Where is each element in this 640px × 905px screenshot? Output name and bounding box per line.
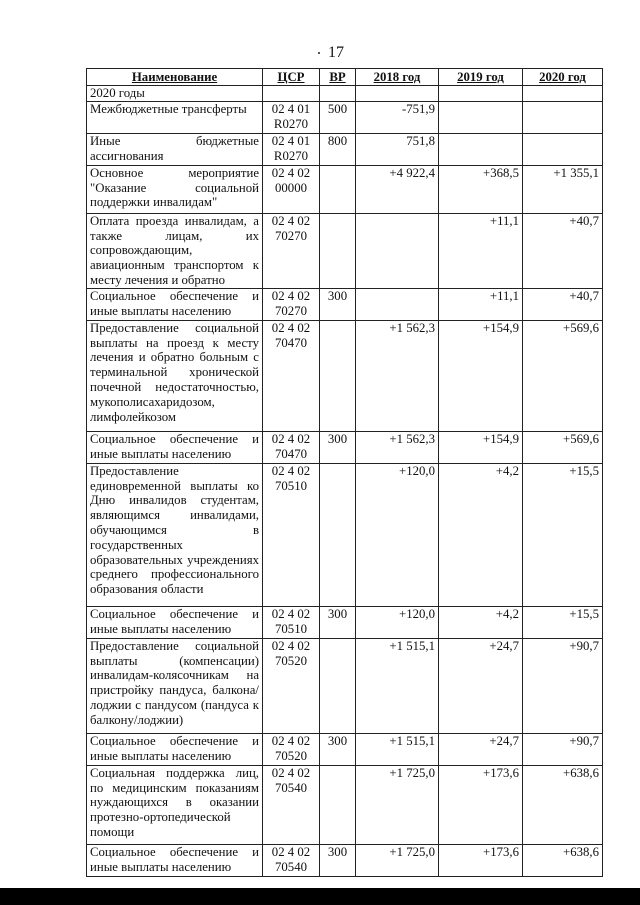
cell-vr — [320, 165, 356, 213]
cell-year-2018 — [356, 213, 439, 288]
cell-csr: 02 4 01 R0270 — [263, 101, 320, 133]
cell-year-2019: +4,2 — [439, 606, 523, 638]
cell-year-2020: +40,7 — [523, 288, 603, 320]
cell-year-2019 — [439, 101, 523, 133]
cell-vr — [320, 320, 356, 431]
cell-csr: 02 4 02 70520 — [263, 733, 320, 765]
cell-year-2020: +15,5 — [523, 463, 603, 606]
cell-csr: 02 4 02 70510 — [263, 463, 320, 606]
cell-vr: 300 — [320, 606, 356, 638]
cell-year-2018: +120,0 — [356, 606, 439, 638]
scan-speck — [318, 52, 320, 54]
table-row — [87, 638, 603, 733]
cell-name: Основное мероприятие "Оказание социальной поддержки инвалидам" — [87, 165, 263, 213]
cell-name: Предоставление единовременной выплаты ко Дню инвалидов студентам, являющимся инвалидами, обучающимся в государственных образовательных учреждениях среднего профессионального образования области — [87, 463, 263, 606]
cell-csr: 02 4 02 70540 — [263, 765, 320, 844]
budget-table-wrapper — [86, 68, 602, 877]
cell-year-2020: +569,6 — [523, 431, 603, 463]
continuation-text: 2020 годы — [87, 86, 263, 102]
cell-csr: 02 4 02 70540 — [263, 844, 320, 876]
table-row — [87, 133, 603, 165]
cell-year-2019: +11,1 — [439, 213, 523, 288]
cell-name: Социальное обеспечение и иные выплаты населению — [87, 431, 263, 463]
cell-year-2020: +638,6 — [523, 844, 603, 876]
cell-name: Социальное обеспечение и иные выплаты населению — [87, 733, 263, 765]
cell-year-2020 — [523, 133, 603, 165]
cell-year-2020: +1 355,1 — [523, 165, 603, 213]
cell-name: Предоставление социальной выплаты на проезд к месту лечения и обратно больным с терминальной хронической почечной недостаточностью, мукополисахаридозом, лимфолейкозом — [87, 320, 263, 431]
cell-csr: 02 4 02 70470 — [263, 320, 320, 431]
cell-name: Социальное обеспечение и иные выплаты населению — [87, 288, 263, 320]
cell-year-2019: +24,7 — [439, 638, 523, 733]
cell-name: Оплата проезда инвалидам, а также лицам, их сопровождающим, авиационным транспортом к месту лечения и обратно — [87, 213, 263, 288]
page-number: 17 — [328, 44, 344, 61]
cell-year-2018: +1 562,3 — [356, 320, 439, 431]
cell-year-2018: 751,8 — [356, 133, 439, 165]
table-row — [87, 165, 603, 213]
cell-vr: 300 — [320, 733, 356, 765]
cell-year-2018: +120,0 — [356, 463, 439, 606]
cell-year-2018: +1 515,1 — [356, 638, 439, 733]
cell-year-2019: +173,6 — [439, 765, 523, 844]
cell-name: Социальное обеспечение и иные выплаты населению — [87, 606, 263, 638]
table-body — [87, 86, 603, 877]
cell-year-2018: +1 515,1 — [356, 733, 439, 765]
cell-vr: 300 — [320, 288, 356, 320]
cell-year-2018 — [356, 288, 439, 320]
table-row — [87, 765, 603, 844]
cell-year-2020 — [523, 101, 603, 133]
cell-year-2018: -751,9 — [356, 101, 439, 133]
cell-vr — [320, 765, 356, 844]
cell-vr: 500 — [320, 101, 356, 133]
cell-year-2019: +368,5 — [439, 165, 523, 213]
table-row — [87, 463, 603, 606]
cell-year-2019 — [439, 133, 523, 165]
table-row — [87, 213, 603, 288]
budget-table — [86, 68, 603, 877]
table-row — [87, 606, 603, 638]
cell-name: Иные бюджетные ассигнования — [87, 133, 263, 165]
header-name: Наименование — [87, 69, 263, 86]
header-vr: ВР — [320, 69, 356, 86]
table-row — [87, 288, 603, 320]
cell-name: Предоставление социальной выплаты (компенсации) инвалидам-колясочникам на пристройку пандуса, балкона/лоджии с пандусом (пандуса к балкону/лоджии) — [87, 638, 263, 733]
cell-vr: 800 — [320, 133, 356, 165]
cell-csr: 02 4 01 R0270 — [263, 133, 320, 165]
cell-year-2020: +569,6 — [523, 320, 603, 431]
cell-csr: 02 4 02 70510 — [263, 606, 320, 638]
header-2019: 2019 год — [439, 69, 523, 86]
cell-year-2019: +173,6 — [439, 844, 523, 876]
cell-vr: 300 — [320, 431, 356, 463]
continuation-row — [87, 86, 603, 102]
cell-year-2019: +11,1 — [439, 288, 523, 320]
cell-vr — [320, 213, 356, 288]
cell-name: Межбюджетные трансферты — [87, 101, 263, 133]
cell-name: Социальная поддержка лиц, по медицинским показаниям нуждающихся в оказании протезно-ортопедической помощи — [87, 765, 263, 844]
table-row — [87, 320, 603, 431]
cell-vr — [320, 638, 356, 733]
cell-year-2020: +638,6 — [523, 765, 603, 844]
cell-year-2020: +15,5 — [523, 606, 603, 638]
cell-name: Социальное обеспечение и иные выплаты населению — [87, 844, 263, 876]
cell-csr: 02 4 02 00000 — [263, 165, 320, 213]
cell-year-2020: +90,7 — [523, 638, 603, 733]
cell-csr: 02 4 02 70270 — [263, 288, 320, 320]
table-row — [87, 844, 603, 876]
header-2018: 2018 год — [356, 69, 439, 86]
cell-year-2019: +154,9 — [439, 431, 523, 463]
table-row — [87, 431, 603, 463]
header-row — [87, 69, 603, 86]
cell-year-2018: +4 922,4 — [356, 165, 439, 213]
scan-bottom-bar — [0, 888, 640, 905]
cell-csr: 02 4 02 70270 — [263, 213, 320, 288]
cell-csr: 02 4 02 70520 — [263, 638, 320, 733]
cell-year-2018: +1 562,3 — [356, 431, 439, 463]
cell-year-2020: +90,7 — [523, 733, 603, 765]
cell-year-2019: +24,7 — [439, 733, 523, 765]
cell-year-2018: +1 725,0 — [356, 765, 439, 844]
cell-year-2019: +4,2 — [439, 463, 523, 606]
table-row — [87, 733, 603, 765]
cell-csr: 02 4 02 70470 — [263, 431, 320, 463]
header-csr: ЦСР — [263, 69, 320, 86]
cell-year-2020: +40,7 — [523, 213, 603, 288]
table-row — [87, 101, 603, 133]
header-2020: 2020 год — [523, 69, 603, 86]
cell-vr: 300 — [320, 844, 356, 876]
cell-year-2018: +1 725,0 — [356, 844, 439, 876]
cell-year-2019: +154,9 — [439, 320, 523, 431]
cell-vr — [320, 463, 356, 606]
